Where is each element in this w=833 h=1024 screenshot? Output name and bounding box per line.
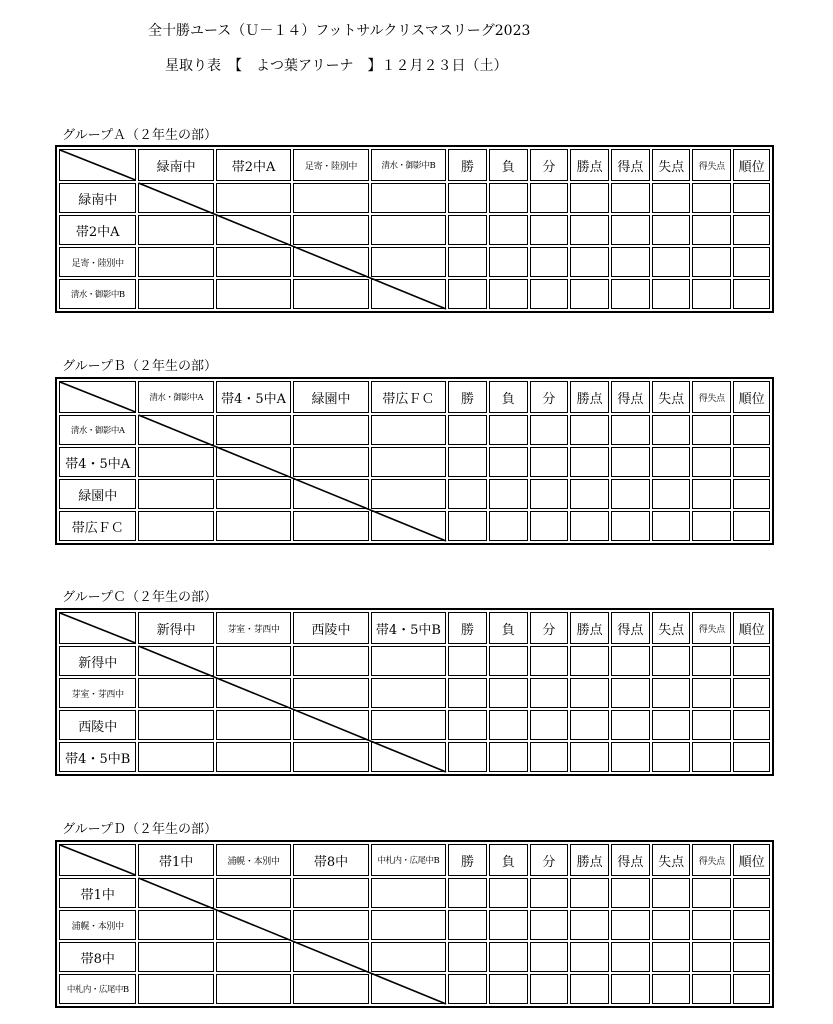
stat-column-header: 得点 (611, 381, 650, 413)
match-result-cell[interactable] (138, 910, 213, 940)
corner-cell (59, 844, 136, 876)
stat-cell[interactable] (530, 479, 569, 509)
match-result-cell[interactable] (293, 447, 368, 477)
stat-cell[interactable] (611, 646, 650, 676)
match-result-cell[interactable] (371, 910, 446, 940)
row-team-name: 芽室・芽西中 (59, 678, 136, 708)
match-result-cell[interactable] (216, 183, 291, 213)
stat-cell[interactable] (448, 878, 487, 908)
team-row (59, 247, 770, 277)
stat-cell[interactable] (489, 678, 528, 708)
row-team-name: 緑園中 (59, 479, 136, 509)
match-result-cell[interactable] (293, 974, 368, 1004)
stat-cell[interactable] (652, 415, 691, 445)
stat-cell[interactable] (611, 678, 650, 708)
match-result-cell[interactable] (138, 742, 213, 772)
row-team-name: 帯2中A (59, 215, 136, 245)
stat-column-header: 得失点 (692, 612, 731, 644)
stat-column-header: 分 (530, 149, 569, 181)
match-result-cell[interactable] (371, 215, 446, 245)
stat-cell[interactable] (530, 742, 569, 772)
stat-cell[interactable] (733, 479, 770, 509)
group-label: グループＢ（２年生の部） (62, 359, 217, 374)
stat-column-header: 負 (489, 612, 528, 644)
match-result-cell[interactable] (371, 511, 446, 541)
row-team-name: 新得中 (59, 646, 136, 676)
match-result-cell[interactable] (293, 247, 368, 277)
match-result-cell[interactable] (138, 183, 213, 213)
stat-cell[interactable] (692, 247, 731, 277)
stat-cell[interactable] (652, 942, 691, 972)
stat-cell[interactable] (530, 279, 569, 309)
stat-cell[interactable] (530, 942, 569, 972)
stat-cell[interactable] (733, 447, 770, 477)
stat-cell[interactable] (530, 183, 569, 213)
team-row (59, 415, 770, 445)
match-result-cell[interactable] (216, 678, 291, 708)
match-result-cell[interactable] (293, 646, 368, 676)
match-result-cell[interactable] (216, 646, 291, 676)
header-row (59, 149, 770, 181)
column-team-header: 新得中 (138, 612, 213, 644)
stat-cell[interactable] (692, 511, 731, 541)
match-result-cell[interactable] (371, 447, 446, 477)
stat-column-header: 勝点 (570, 844, 609, 876)
match-result-cell[interactable] (216, 415, 291, 445)
stat-column-header: 勝 (448, 844, 487, 876)
match-result-cell[interactable] (371, 742, 446, 772)
stat-cell[interactable] (570, 910, 609, 940)
stat-cell[interactable] (733, 415, 770, 445)
stat-cell[interactable] (448, 415, 487, 445)
stat-cell[interactable] (570, 479, 609, 509)
stat-cell[interactable] (652, 646, 691, 676)
match-result-cell[interactable] (216, 910, 291, 940)
match-result-cell[interactable] (138, 878, 213, 908)
match-result-cell[interactable] (371, 710, 446, 740)
stat-cell[interactable] (530, 646, 569, 676)
stat-column-header: 失点 (652, 149, 691, 181)
stat-column-header: 分 (530, 612, 569, 644)
stat-cell[interactable] (733, 742, 770, 772)
team-row (59, 279, 770, 309)
match-result-cell[interactable] (371, 678, 446, 708)
stat-cell[interactable] (570, 710, 609, 740)
stat-cell[interactable] (570, 878, 609, 908)
row-team-name: 帯4・5中A (59, 447, 136, 477)
stat-cell[interactable] (652, 183, 691, 213)
match-result-cell[interactable] (293, 710, 368, 740)
stat-cell[interactable] (448, 942, 487, 972)
match-result-cell[interactable] (293, 215, 368, 245)
row-team-name: 帯1中 (59, 878, 136, 908)
team-row (59, 646, 770, 676)
stat-cell[interactable] (692, 447, 731, 477)
match-result-cell[interactable] (293, 910, 368, 940)
stat-cell[interactable] (611, 247, 650, 277)
column-team-header: 帯1中 (138, 844, 213, 876)
column-team-header: 帯4・5中A (216, 381, 291, 413)
stat-cell[interactable] (530, 974, 569, 1004)
stat-cell[interactable] (733, 710, 770, 740)
stat-cell[interactable] (692, 710, 731, 740)
stat-cell[interactable] (733, 511, 770, 541)
stat-cell[interactable] (489, 415, 528, 445)
stat-cell[interactable] (570, 974, 609, 1004)
stat-cell[interactable] (733, 678, 770, 708)
match-result-cell[interactable] (138, 646, 213, 676)
team-row (59, 215, 770, 245)
stat-column-header: 勝点 (570, 612, 609, 644)
stat-cell[interactable] (448, 247, 487, 277)
row-team-name: 帯8中 (59, 942, 136, 972)
match-result-cell[interactable] (293, 511, 368, 541)
stat-cell[interactable] (611, 742, 650, 772)
match-result-cell[interactable] (138, 279, 213, 309)
match-result-cell[interactable] (293, 183, 368, 213)
match-result-cell[interactable] (216, 279, 291, 309)
team-row (59, 974, 770, 1004)
match-result-cell[interactable] (216, 710, 291, 740)
match-result-cell[interactable] (293, 279, 368, 309)
stat-cell[interactable] (530, 447, 569, 477)
stat-column-header: 勝点 (570, 149, 609, 181)
stat-cell[interactable] (733, 279, 770, 309)
stat-cell[interactable] (652, 878, 691, 908)
match-result-cell[interactable] (216, 247, 291, 277)
match-result-cell[interactable] (371, 974, 446, 1004)
stat-cell[interactable] (692, 974, 731, 1004)
column-team-header: 浦幌・本別中 (216, 844, 291, 876)
stat-column-header: 勝点 (570, 381, 609, 413)
stat-cell[interactable] (530, 511, 569, 541)
stat-column-header: 失点 (652, 612, 691, 644)
row-team-name: 清水・御影中B (59, 279, 136, 309)
stat-column-header: 順位 (733, 381, 770, 413)
stat-cell[interactable] (692, 479, 731, 509)
match-result-cell[interactable] (138, 247, 213, 277)
stat-cell[interactable] (611, 215, 650, 245)
row-team-name: 緑南中 (59, 183, 136, 213)
row-team-name: 足寄・陸別中 (59, 247, 136, 277)
match-result-cell[interactable] (138, 710, 213, 740)
match-result-cell[interactable] (293, 878, 368, 908)
stat-cell[interactable] (611, 479, 650, 509)
column-team-header: 中札内・広尾中B (371, 844, 446, 876)
stat-cell[interactable] (611, 942, 650, 972)
stat-column-header: 負 (489, 381, 528, 413)
column-team-header: 緑園中 (293, 381, 368, 413)
stat-cell[interactable] (692, 646, 731, 676)
match-result-cell[interactable] (216, 742, 291, 772)
stat-cell[interactable] (448, 511, 487, 541)
stat-column-header: 順位 (733, 844, 770, 876)
match-result-cell[interactable] (293, 742, 368, 772)
stat-cell[interactable] (652, 279, 691, 309)
stat-cell[interactable] (692, 942, 731, 972)
match-result-cell[interactable] (138, 511, 213, 541)
stat-column-header: 得点 (611, 844, 650, 876)
stat-cell[interactable] (570, 279, 609, 309)
stat-cell[interactable] (611, 910, 650, 940)
row-team-name: 中札内・広尾中B (59, 974, 136, 1004)
row-team-name: 西陵中 (59, 710, 136, 740)
stat-cell[interactable] (489, 247, 528, 277)
match-result-cell[interactable] (371, 183, 446, 213)
match-result-cell[interactable] (371, 279, 446, 309)
team-row (59, 878, 770, 908)
stat-cell[interactable] (652, 742, 691, 772)
row-team-name: 帯4・5中B (59, 742, 136, 772)
team-row (59, 742, 770, 772)
header-row (59, 381, 770, 413)
stat-column-header: 順位 (733, 149, 770, 181)
match-result-cell[interactable] (371, 247, 446, 277)
group-label: グループＤ（２年生の部） (62, 822, 217, 837)
column-team-header: 帯4・5中B (371, 612, 446, 644)
stat-cell[interactable] (570, 447, 609, 477)
stat-cell[interactable] (611, 447, 650, 477)
stat-column-header: 失点 (652, 844, 691, 876)
match-result-cell[interactable] (293, 415, 368, 445)
match-result-cell[interactable] (371, 942, 446, 972)
stat-cell[interactable] (570, 415, 609, 445)
match-result-cell[interactable] (293, 942, 368, 972)
stat-cell[interactable] (570, 511, 609, 541)
stat-cell[interactable] (448, 479, 487, 509)
stat-cell[interactable] (448, 742, 487, 772)
stat-cell[interactable] (570, 646, 609, 676)
stat-cell[interactable] (652, 247, 691, 277)
stat-cell[interactable] (489, 710, 528, 740)
stat-cell[interactable] (489, 742, 528, 772)
team-row (59, 479, 770, 509)
stat-cell[interactable] (448, 678, 487, 708)
stat-column-header: 得失点 (692, 381, 731, 413)
column-team-header: 帯広ＦＣ (371, 381, 446, 413)
stat-cell[interactable] (652, 215, 691, 245)
stat-cell[interactable] (733, 183, 770, 213)
team-row (59, 710, 770, 740)
match-result-cell[interactable] (371, 646, 446, 676)
stat-cell[interactable] (611, 974, 650, 1004)
corner-diagonal-line (60, 613, 135, 643)
stat-cell[interactable] (652, 710, 691, 740)
stat-column-header: 得失点 (692, 149, 731, 181)
match-result-cell[interactable] (138, 415, 213, 445)
match-result-cell[interactable] (138, 447, 213, 477)
stat-cell[interactable] (530, 215, 569, 245)
team-row (59, 511, 770, 541)
stat-cell[interactable] (489, 974, 528, 1004)
match-result-cell[interactable] (216, 878, 291, 908)
match-result-cell[interactable] (138, 479, 213, 509)
stat-cell[interactable] (448, 447, 487, 477)
stat-cell[interactable] (733, 942, 770, 972)
stat-cell[interactable] (733, 646, 770, 676)
stat-cell[interactable] (530, 247, 569, 277)
header-row (59, 844, 770, 876)
stat-cell[interactable] (489, 942, 528, 972)
stat-cell[interactable] (611, 183, 650, 213)
stat-cell[interactable] (652, 511, 691, 541)
column-team-header: 緑南中 (138, 149, 213, 181)
stat-column-header: 得失点 (692, 844, 731, 876)
match-result-cell[interactable] (138, 942, 213, 972)
corner-diagonal-line (60, 150, 135, 180)
stat-column-header: 分 (530, 381, 569, 413)
stat-column-header: 順位 (733, 612, 770, 644)
match-result-cell[interactable] (216, 479, 291, 509)
match-result-cell[interactable] (138, 974, 213, 1004)
match-result-cell[interactable] (216, 974, 291, 1004)
stat-cell[interactable] (652, 910, 691, 940)
stat-cell[interactable] (733, 215, 770, 245)
column-team-header: 清水・御影中B (371, 149, 446, 181)
stat-cell[interactable] (489, 646, 528, 676)
standings-table (55, 608, 774, 776)
stat-column-header: 負 (489, 844, 528, 876)
stat-cell[interactable] (652, 974, 691, 1004)
stat-column-header: 得点 (611, 612, 650, 644)
page-subtitle: 星取り表 【 よつ葉アリーナ 】１２月２３日（土） (165, 58, 508, 74)
stat-cell[interactable] (570, 183, 609, 213)
stat-cell[interactable] (733, 878, 770, 908)
stat-cell[interactable] (652, 447, 691, 477)
stat-cell[interactable] (570, 942, 609, 972)
stat-cell[interactable] (692, 415, 731, 445)
stat-cell[interactable] (489, 511, 528, 541)
match-result-cell[interactable] (371, 878, 446, 908)
team-row (59, 447, 770, 477)
page-title: 全十勝ユース（Ｕ－１４）フットサルクリスマスリーグ2023 (148, 23, 531, 39)
stat-cell[interactable] (530, 878, 569, 908)
stat-cell[interactable] (733, 247, 770, 277)
stat-cell[interactable] (692, 215, 731, 245)
row-team-name: 浦幌・本別中 (59, 910, 136, 940)
corner-diagonal-line (60, 382, 135, 412)
stat-cell[interactable] (652, 678, 691, 708)
team-row (59, 183, 770, 213)
stat-cell[interactable] (448, 910, 487, 940)
corner-cell (59, 381, 136, 413)
stat-cell[interactable] (530, 678, 569, 708)
stat-cell[interactable] (489, 279, 528, 309)
stat-cell[interactable] (611, 878, 650, 908)
match-result-cell[interactable] (371, 479, 446, 509)
stat-cell[interactable] (530, 710, 569, 740)
stat-cell[interactable] (692, 910, 731, 940)
row-team-name: 帯広ＦＣ (59, 511, 136, 541)
stat-cell[interactable] (489, 910, 528, 940)
standings-table (55, 840, 774, 1008)
match-result-cell[interactable] (216, 942, 291, 972)
match-result-cell[interactable] (138, 678, 213, 708)
group-label: グループＣ（２年生の部） (62, 590, 217, 605)
match-result-cell[interactable] (293, 479, 368, 509)
stat-cell[interactable] (733, 974, 770, 1004)
match-result-cell[interactable] (216, 511, 291, 541)
stat-cell[interactable] (611, 511, 650, 541)
stat-cell[interactable] (570, 742, 609, 772)
column-team-header: 帯8中 (293, 844, 368, 876)
stat-cell[interactable] (570, 247, 609, 277)
match-result-cell[interactable] (293, 678, 368, 708)
stat-cell[interactable] (692, 183, 731, 213)
match-result-cell[interactable] (216, 215, 291, 245)
match-result-cell[interactable] (138, 215, 213, 245)
standings-table (55, 145, 774, 313)
stat-cell[interactable] (611, 279, 650, 309)
stat-cell[interactable] (692, 878, 731, 908)
stat-cell[interactable] (611, 710, 650, 740)
stat-cell[interactable] (692, 678, 731, 708)
stat-cell[interactable] (692, 742, 731, 772)
corner-cell (59, 149, 136, 181)
column-team-header: 芽室・芽西中 (216, 612, 291, 644)
stat-cell[interactable] (448, 646, 487, 676)
column-team-header: 西陵中 (293, 612, 368, 644)
stat-cell[interactable] (692, 279, 731, 309)
header-row (59, 612, 770, 644)
match-result-cell[interactable] (216, 447, 291, 477)
stat-cell[interactable] (489, 479, 528, 509)
stat-cell[interactable] (733, 910, 770, 940)
stat-column-header: 勝 (448, 149, 487, 181)
column-team-header: 清水・御影中A (138, 381, 213, 413)
stat-cell[interactable] (489, 215, 528, 245)
corner-cell (59, 612, 136, 644)
standings-table (55, 377, 774, 545)
stat-cell[interactable] (530, 415, 569, 445)
team-row (59, 942, 770, 972)
stat-cell[interactable] (530, 910, 569, 940)
stat-cell[interactable] (448, 710, 487, 740)
stat-cell[interactable] (489, 447, 528, 477)
column-team-header: 帯2中A (216, 149, 291, 181)
stat-cell[interactable] (448, 279, 487, 309)
stat-column-header: 勝 (448, 381, 487, 413)
match-result-cell[interactable] (371, 415, 446, 445)
column-team-header: 足寄・陸別中 (293, 149, 368, 181)
stat-cell[interactable] (448, 215, 487, 245)
team-row (59, 678, 770, 708)
stat-cell[interactable] (570, 215, 609, 245)
stat-column-header: 負 (489, 149, 528, 181)
group-label: グループＡ（２年生の部） (62, 128, 217, 143)
stat-cell[interactable] (611, 415, 650, 445)
corner-diagonal-line (60, 845, 135, 875)
stat-cell[interactable] (570, 678, 609, 708)
stat-cell[interactable] (489, 878, 528, 908)
stat-cell[interactable] (448, 183, 487, 213)
stat-cell[interactable] (652, 479, 691, 509)
stat-cell[interactable] (448, 974, 487, 1004)
stat-column-header: 失点 (652, 381, 691, 413)
stat-column-header: 得点 (611, 149, 650, 181)
stat-column-header: 分 (530, 844, 569, 876)
stat-cell[interactable] (489, 183, 528, 213)
team-row (59, 910, 770, 940)
row-team-name: 清水・御影中A (59, 415, 136, 445)
stat-column-header: 勝 (448, 612, 487, 644)
